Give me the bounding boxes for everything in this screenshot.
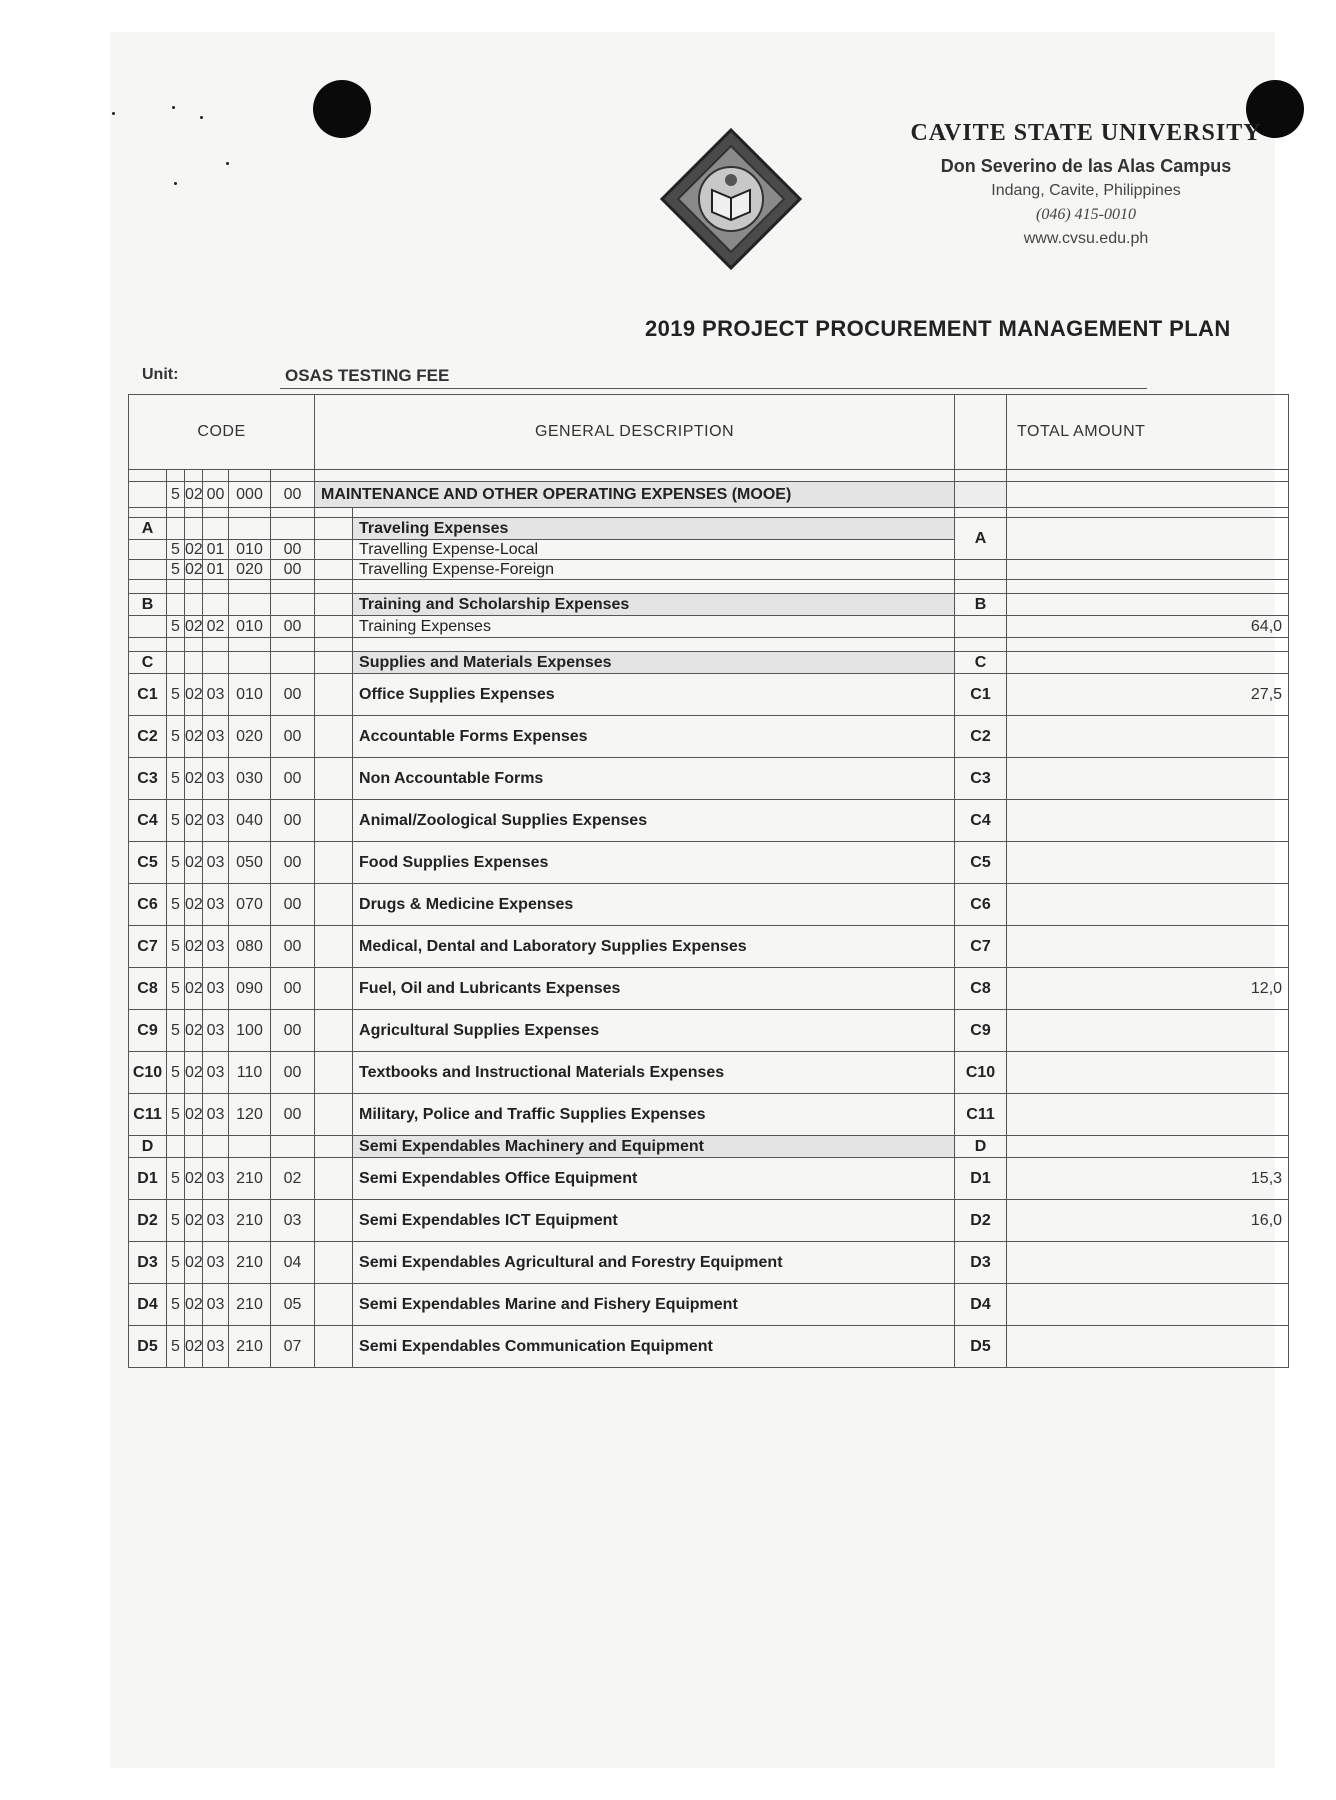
punch-hole — [313, 80, 371, 138]
code-digit: 03 — [203, 1052, 229, 1094]
code-digit: 07 — [271, 1326, 315, 1368]
code-digit: 5 — [167, 560, 185, 580]
row-letter: B — [129, 594, 167, 616]
code-digit: 090 — [229, 968, 271, 1010]
row-amount — [1007, 716, 1289, 758]
indent-cell — [315, 884, 353, 926]
row-amount — [1007, 1326, 1289, 1368]
scan-speck — [200, 116, 203, 119]
code-header: CODE — [129, 395, 315, 470]
table-row — [129, 1158, 1289, 1200]
row-letter: D1 — [129, 1158, 167, 1200]
table-row — [129, 560, 1289, 580]
spacer-row — [129, 580, 1289, 594]
indent-cell — [315, 1200, 353, 1242]
row-amount — [1007, 842, 1289, 884]
table-row — [129, 800, 1289, 842]
row-amount — [1007, 884, 1289, 926]
row-amount — [1007, 1052, 1289, 1094]
row-letter: C9 — [129, 1010, 167, 1052]
code-digit: 02 — [185, 674, 203, 716]
code-digit: 210 — [229, 1200, 271, 1242]
code-digit: 02 — [185, 1284, 203, 1326]
code-digit: 5 — [167, 800, 185, 842]
row-letter: D5 — [129, 1326, 167, 1368]
row-amount: 27,5 — [1007, 674, 1289, 716]
code-digit: 5 — [167, 616, 185, 638]
total-amount-header: TOTAL AMOUNT — [1007, 395, 1289, 470]
spacer-row — [129, 470, 1289, 482]
row-ref: C2 — [955, 716, 1007, 758]
code-digit: 040 — [229, 800, 271, 842]
row-letter: C4 — [129, 800, 167, 842]
code-digit: 02 — [185, 968, 203, 1010]
code-digit: 5 — [167, 1158, 185, 1200]
code-digit: 00 — [271, 616, 315, 638]
row-description: Food Supplies Expenses — [353, 842, 955, 884]
scanned-page — [110, 32, 1283, 1768]
row-letter: D2 — [129, 1200, 167, 1242]
row-description: Training Expenses — [353, 616, 955, 638]
code-digit: 02 — [185, 540, 203, 558]
row-ref: D2 — [955, 1200, 1007, 1242]
code-digit: 210 — [229, 1158, 271, 1200]
code-digit: 070 — [229, 884, 271, 926]
table-row-section-a — [129, 518, 1289, 540]
row-ref: C7 — [955, 926, 1007, 968]
campus-name: Don Severino de las Alas Campus — [940, 156, 1232, 176]
table-row — [129, 1052, 1289, 1094]
code-digit: 210 — [229, 1284, 271, 1326]
row-letter: C5 — [129, 842, 167, 884]
table-row — [129, 1242, 1289, 1284]
row-ref: D5 — [955, 1326, 1007, 1368]
code-digit: 00 — [271, 716, 315, 758]
website: www.cvsu.edu.ph — [1023, 230, 1149, 247]
code-digit: 00 — [271, 926, 315, 968]
code-digit: 03 — [203, 1200, 229, 1242]
indent-cell — [315, 1094, 353, 1136]
row-amount: 64,0 — [1007, 616, 1289, 638]
row-description: Medical, Dental and Laboratory Supplies Expenses — [353, 926, 955, 968]
code-digit: 02 — [185, 1200, 203, 1242]
row-letter: C2 — [129, 716, 167, 758]
row-amount: 16,0 — [1007, 1200, 1289, 1242]
code-digit: 03 — [203, 1284, 229, 1326]
code-digit: 02 — [271, 1158, 315, 1200]
indent-cell — [315, 716, 353, 758]
code-digit: 00 — [271, 1094, 315, 1136]
code-digit: 5 — [167, 674, 185, 716]
code-digit: 050 — [229, 842, 271, 884]
row-description: Office Supplies Expenses — [353, 674, 955, 716]
table-row-section-c — [129, 652, 1289, 674]
row-description: Non Accountable Forms — [353, 758, 955, 800]
row-amount — [1007, 1094, 1289, 1136]
row-letter: C8 — [129, 968, 167, 1010]
table-row-mooe — [129, 482, 1289, 508]
row-description: MAINTENANCE AND OTHER OPERATING EXPENSES (MOOE) — [315, 482, 955, 508]
code-digit: 00 — [271, 1010, 315, 1052]
row-ref: C3 — [955, 758, 1007, 800]
indent-cell — [315, 1052, 353, 1094]
table-row-section-d — [129, 1136, 1289, 1158]
code-digit: 00 — [271, 540, 315, 560]
ppmp-table — [128, 394, 1289, 1368]
code-digit: 01 — [203, 540, 229, 560]
table-row — [129, 716, 1289, 758]
indent-cell — [315, 758, 353, 800]
code-digit: 04 — [271, 1242, 315, 1284]
code-digit: 5 — [167, 884, 185, 926]
row-letter: D3 — [129, 1242, 167, 1284]
code-digit: 00 — [271, 1052, 315, 1094]
indent-cell — [315, 1242, 353, 1284]
unit-label: Unit: — [142, 366, 179, 383]
indent-cell — [315, 842, 353, 884]
code-digit: 03 — [203, 1158, 229, 1200]
code-digit: 5 — [167, 482, 185, 508]
code-digit: 5 — [167, 926, 185, 968]
row-letter: C3 — [129, 758, 167, 800]
row-letter: D4 — [129, 1284, 167, 1326]
code-digit: 00 — [271, 560, 315, 580]
indent-cell — [315, 926, 353, 968]
code-digit: 5 — [167, 1094, 185, 1136]
row-letter: A — [129, 518, 167, 540]
code-digit: 03 — [203, 758, 229, 800]
code-digit: 120 — [229, 1094, 271, 1136]
table-row — [129, 926, 1289, 968]
row-letter: C7 — [129, 926, 167, 968]
code-digit: 02 — [185, 1094, 203, 1136]
row-description: Supplies and Materials Expenses — [353, 652, 955, 674]
code-digit: 02 — [185, 560, 203, 578]
ref-header — [955, 395, 1007, 470]
row-description: Textbooks and Instructional Materials Expenses — [353, 1052, 955, 1094]
code-digit: 110 — [229, 1052, 271, 1094]
code-digit: 5 — [167, 716, 185, 758]
code-digit: 5 — [167, 758, 185, 800]
row-description: Semi Expendables ICT Equipment — [353, 1200, 955, 1242]
code-digit: 02 — [185, 1052, 203, 1094]
code-digit: 03 — [203, 968, 229, 1010]
row-amount: 15,3 — [1007, 1158, 1289, 1200]
indent-cell — [315, 1158, 353, 1200]
code-digit: 03 — [203, 674, 229, 716]
table-row — [129, 1094, 1289, 1136]
code-digit: 02 — [203, 616, 229, 638]
code-digit: 03 — [203, 1010, 229, 1052]
code-digit: 5 — [167, 842, 185, 884]
row-letter: C6 — [129, 884, 167, 926]
code-digit: 020 — [229, 716, 271, 758]
code-digit: 00 — [271, 482, 315, 508]
code-digit: 03 — [203, 1094, 229, 1136]
code-digit: 5 — [167, 540, 185, 560]
row-ref: A — [955, 518, 1007, 560]
row-ref: D3 — [955, 1242, 1007, 1284]
code-digit: 03 — [203, 842, 229, 884]
row-letter: C — [129, 652, 167, 674]
table-row — [129, 1326, 1289, 1368]
row-amount — [1007, 926, 1289, 968]
row-letter: C11 — [129, 1094, 167, 1136]
code-digit: 100 — [229, 1010, 271, 1052]
code-digit: 210 — [229, 1242, 271, 1284]
row-description: Semi Expendables Communication Equipment — [353, 1326, 955, 1368]
row-ref: C10 — [955, 1052, 1007, 1094]
row-amount — [1007, 800, 1289, 842]
code-digit: 02 — [185, 758, 203, 800]
code-digit: 010 — [229, 616, 271, 638]
row-ref: C9 — [955, 1010, 1007, 1052]
description-header: GENERAL DESCRIPTION — [315, 395, 955, 470]
row-description: Traveling Expenses — [353, 518, 955, 540]
code-digit: 03 — [271, 1200, 315, 1242]
row-ref: B — [955, 594, 1007, 616]
code-digit: 5 — [167, 1200, 185, 1242]
table-row — [129, 1010, 1289, 1052]
table-row — [129, 1200, 1289, 1242]
row-description: Travelling Expense-Foreign — [353, 560, 955, 580]
code-digit: 03 — [203, 884, 229, 926]
code-digit: 03 — [203, 1326, 229, 1368]
code-digit: 02 — [185, 884, 203, 926]
spacer-row — [129, 508, 1289, 518]
code-digit: 5 — [167, 1052, 185, 1094]
row-ref: D1 — [955, 1158, 1007, 1200]
table-row — [129, 1284, 1289, 1326]
table-row — [129, 842, 1289, 884]
code-digit: 00 — [203, 482, 229, 508]
code-digit: 03 — [203, 716, 229, 758]
code-digit: 5 — [167, 1010, 185, 1052]
row-ref: C8 — [955, 968, 1007, 1010]
row-amount — [1007, 758, 1289, 800]
table-header-row — [129, 395, 1289, 470]
code-digit: 00 — [271, 674, 315, 716]
scan-speck — [226, 162, 229, 165]
code-digit: 5 — [167, 1326, 185, 1368]
row-ref: C5 — [955, 842, 1007, 884]
row-description: Semi Expendables Office Equipment — [353, 1158, 955, 1200]
table-row — [129, 968, 1289, 1010]
row-description: Semi Expendables Marine and Fishery Equipment — [353, 1284, 955, 1326]
unit-value: OSAS TESTING FEE — [285, 366, 450, 385]
code-digit: 00 — [271, 800, 315, 842]
row-amount — [1007, 1242, 1289, 1284]
code-digit: 02 — [185, 1010, 203, 1052]
row-letter: C1 — [129, 674, 167, 716]
code-digit: 00 — [271, 968, 315, 1010]
code-digit: 05 — [271, 1284, 315, 1326]
row-description: Fuel, Oil and Lubricants Expenses — [353, 968, 955, 1010]
table-row-section-b — [129, 594, 1289, 616]
code-digit: 03 — [203, 926, 229, 968]
campus-address: Indang, Cavite, Philippines — [991, 182, 1181, 199]
table-row — [129, 674, 1289, 716]
row-description: Travelling Expense-Local — [353, 540, 955, 560]
code-digit: 02 — [185, 926, 203, 968]
code-digit: 00 — [271, 884, 315, 926]
row-ref: D4 — [955, 1284, 1007, 1326]
phone-number: (046) 415-0010 — [1036, 206, 1136, 223]
table-row — [129, 616, 1289, 638]
row-ref: C6 — [955, 884, 1007, 926]
table-row — [129, 884, 1289, 926]
indent-cell — [315, 800, 353, 842]
row-description: Semi Expendables Machinery and Equipment — [353, 1136, 955, 1158]
code-digit: 030 — [229, 758, 271, 800]
code-digit: 5 — [167, 1284, 185, 1326]
unit-underline — [280, 388, 1147, 389]
code-digit: 02 — [185, 1326, 203, 1368]
code-digit: 01 — [203, 560, 229, 580]
code-digit: 02 — [185, 716, 203, 758]
row-description: Animal/Zoological Supplies Expenses — [353, 800, 955, 842]
code-digit: 00 — [271, 842, 315, 884]
row-ref: C — [955, 652, 1007, 674]
code-digit: 00 — [271, 758, 315, 800]
indent-cell — [315, 1284, 353, 1326]
row-amount — [1007, 1284, 1289, 1326]
indent-cell — [315, 1326, 353, 1368]
scan-speck — [112, 112, 115, 115]
row-ref: C1 — [955, 674, 1007, 716]
code-digit: 02 — [185, 1242, 203, 1284]
code-digit: 020 — [229, 560, 271, 580]
row-amount: 12,0 — [1007, 968, 1289, 1010]
scan-speck — [172, 106, 175, 109]
university-seal-logo — [656, 124, 806, 274]
row-ref: C11 — [955, 1094, 1007, 1136]
university-name: CAVITE STATE UNIVERSITY — [910, 120, 1262, 146]
row-description: Training and Scholarship Expenses — [353, 594, 955, 616]
indent-cell — [315, 1010, 353, 1052]
code-digit: 000 — [229, 482, 271, 508]
code-digit: 02 — [185, 482, 203, 508]
code-digit: 010 — [229, 674, 271, 716]
row-ref: C4 — [955, 800, 1007, 842]
row-amount — [1007, 1010, 1289, 1052]
indent-cell — [315, 968, 353, 1010]
row-ref: D — [955, 1136, 1007, 1158]
code-digit: 010 — [229, 540, 271, 560]
code-digit: 02 — [185, 800, 203, 842]
code-digit: 210 — [229, 1326, 271, 1368]
code-digit: 02 — [185, 1158, 203, 1200]
code-digit: 02 — [185, 616, 203, 638]
row-description: Accountable Forms Expenses — [353, 716, 955, 758]
code-digit: 5 — [167, 968, 185, 1010]
scan-speck — [174, 182, 177, 185]
code-digit: 02 — [185, 842, 203, 884]
code-digit: 03 — [203, 800, 229, 842]
row-description: Semi Expendables Agricultural and Forestry Equipment — [353, 1242, 955, 1284]
plan-title: 2019 PROJECT PROCUREMENT MANAGEMENT PLAN — [645, 316, 1231, 341]
code-digit: 080 — [229, 926, 271, 968]
spacer-row — [129, 638, 1289, 652]
row-letter: D — [129, 1136, 167, 1158]
row-description: Drugs & Medicine Expenses — [353, 884, 955, 926]
row-letter: C10 — [129, 1052, 167, 1094]
code-digit: 5 — [167, 1242, 185, 1284]
row-description: Military, Police and Traffic Supplies Expenses — [353, 1094, 955, 1136]
row-description: Agricultural Supplies Expenses — [353, 1010, 955, 1052]
indent-cell — [315, 674, 353, 716]
code-digit: 03 — [203, 1242, 229, 1284]
table-row — [129, 758, 1289, 800]
